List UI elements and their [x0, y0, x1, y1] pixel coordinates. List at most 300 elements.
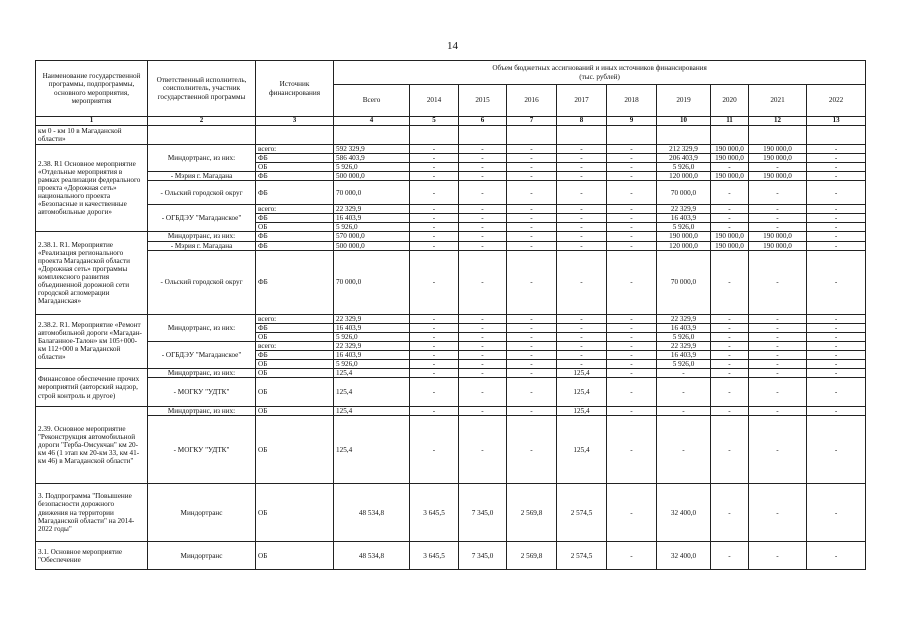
cell-value: -	[507, 232, 557, 241]
header-year: 2020	[711, 85, 749, 117]
cell-value: -	[607, 542, 657, 570]
cell-total: 125,4	[334, 368, 410, 377]
table-body	[36, 126, 866, 570]
header-year: 2016	[507, 85, 557, 117]
cell-total: 500 000,0	[334, 172, 410, 181]
cell-total: 5 926,0	[334, 163, 410, 172]
cell-value: -	[749, 341, 807, 350]
cell-value: -	[749, 378, 807, 407]
cell-total: 22 329,9	[334, 314, 410, 323]
table-row	[36, 368, 866, 377]
table-row	[36, 250, 866, 314]
row-source: всего:	[256, 314, 334, 323]
column-number: 8	[557, 117, 607, 126]
cell-value: -	[507, 205, 557, 214]
row-source: ОБ	[256, 484, 334, 542]
cell-value: -	[410, 154, 459, 163]
cell-value: -	[410, 323, 459, 332]
row-executor: - ОГБДЭУ "Магаданское"	[148, 341, 256, 368]
row-source: ФБ	[256, 323, 334, 332]
table-row	[36, 232, 866, 241]
cell-value: -	[557, 181, 607, 205]
cell-value: -	[807, 181, 866, 205]
cell-value: -	[807, 163, 866, 172]
table-row	[36, 484, 866, 542]
cell-value: -	[607, 416, 657, 484]
cell-value: -	[507, 163, 557, 172]
table-row	[36, 126, 866, 145]
header-year: 2017	[557, 85, 607, 117]
cell-value: -	[807, 314, 866, 323]
cell-value: -	[807, 145, 866, 154]
cell-value: -	[459, 172, 507, 181]
cell-value: -	[711, 542, 749, 570]
row-executor: Миндортранс	[148, 542, 256, 570]
cell-value: -	[507, 359, 557, 368]
cell-value: 16 403,9	[657, 350, 711, 359]
cell-value: 190 000,0	[711, 241, 749, 250]
cell-total: 586 403,9	[334, 154, 410, 163]
cell-value: 190 000,0	[657, 232, 711, 241]
cell-value: -	[807, 154, 866, 163]
cell-value: -	[749, 214, 807, 223]
cell-value: -	[459, 407, 507, 416]
row-executor: Миндортранс, из них:	[148, 145, 256, 172]
cell-value: -	[807, 350, 866, 359]
table-row	[36, 205, 866, 214]
cell-value: -	[410, 232, 459, 241]
cell-value: 32 400,0	[657, 542, 711, 570]
cell-value: -	[410, 416, 459, 484]
cell-value: -	[459, 163, 507, 172]
cell-value: -	[749, 223, 807, 232]
cell-value: -	[410, 368, 459, 377]
cell-total: 16 403,9	[334, 214, 410, 223]
cell-value: -	[607, 250, 657, 314]
cell-value: 22 329,9	[657, 314, 711, 323]
row-source: всего:	[256, 341, 334, 350]
row-source: ФБ	[256, 250, 334, 314]
cell-value: -	[459, 359, 507, 368]
cell-value: 2 574,5	[557, 542, 607, 570]
cell-total: 22 329,9	[334, 205, 410, 214]
cell-value: -	[711, 163, 749, 172]
cell-value: -	[459, 368, 507, 377]
cell-value: -	[807, 542, 866, 570]
cell-value: 5 926,0	[657, 332, 711, 341]
cell-value: -	[749, 250, 807, 314]
cell-value: 7 345,0	[459, 484, 507, 542]
cell-value: -	[557, 172, 607, 181]
cell-value: -	[557, 145, 607, 154]
cell-value: -	[410, 250, 459, 314]
cell-value: -	[749, 181, 807, 205]
table-row	[36, 542, 866, 570]
header-year: 2015	[459, 85, 507, 117]
cell-value: 3 645,5	[410, 542, 459, 570]
row-name: 2.38. R1 Основное мероприятие «Отдельные мероприятия в рамках реализации федерального проекта «Дорожная сеть» национального проекта «Безопасные и качественные автомобильные дороги»	[36, 145, 148, 232]
cell-total: 5 926,0	[334, 332, 410, 341]
cell-value: -	[807, 214, 866, 223]
cell-value: -	[459, 323, 507, 332]
row-name: 2.38.2. R1. Мероприятие «Ремонт автомобильной дороги «Магадан-Балаганное-Талон» км 105+000-км 112+000 в Магаданской области»	[36, 314, 148, 368]
cell-value: -	[749, 368, 807, 377]
cell-value: -	[607, 145, 657, 154]
cell-value: -	[459, 314, 507, 323]
cell-value: -	[711, 350, 749, 359]
cell-value: -	[557, 323, 607, 332]
cell-total: 48 534,8	[334, 484, 410, 542]
cell-total: 125,4	[334, 407, 410, 416]
cell-value: -	[507, 181, 557, 205]
cell-value: -	[711, 341, 749, 350]
cell-value: -	[507, 350, 557, 359]
row-source: ФБ	[256, 241, 334, 250]
cell-value: -	[749, 416, 807, 484]
cell-value: -	[807, 368, 866, 377]
header-volume-title: Объем бюджетных ассигнований и иных источников финансирования	[492, 64, 707, 73]
cell-value: -	[459, 223, 507, 232]
cell-value: -	[410, 172, 459, 181]
row-name: 2.38.1. R1. Мероприятие «Реализация регионального проекта Магаданской области «Дорожная сеть» программы комплексного развития объединенной дорожной сети городской агломерации Магаданская»	[36, 232, 148, 314]
cell-value: -	[507, 378, 557, 407]
row-executor: - Ольский городской округ	[148, 250, 256, 314]
cell-value: -	[557, 359, 607, 368]
cell-value: -	[507, 250, 557, 314]
cell-value: 190 000,0	[711, 145, 749, 154]
cell-value: -	[557, 232, 607, 241]
cell-value: 125,4	[557, 378, 607, 407]
cell-value: -	[711, 205, 749, 214]
row-name: 3. Подпрограмма "Повышение безопасности дорожного движения на территории Магаданской области" на 2014-2022 годы"	[36, 484, 148, 542]
cell-value: -	[607, 163, 657, 172]
column-number: 11	[711, 117, 749, 126]
header-source: Источник финансирования	[256, 61, 334, 117]
row-executor	[148, 126, 256, 145]
row-source: всего:	[256, 145, 334, 154]
cell-value: -	[607, 368, 657, 377]
cell-value: 125,4	[557, 416, 607, 484]
row-source: ОБ	[256, 359, 334, 368]
cell-value: -	[807, 223, 866, 232]
cell-value: 190 000,0	[749, 145, 807, 154]
column-number: 1	[36, 117, 148, 126]
header-name: Наименование государственной программы, подпрограммы, основного мероприятия, мероприятия	[36, 61, 148, 117]
cell-value: -	[507, 154, 557, 163]
cell-total: 70 000,0	[334, 250, 410, 314]
cell-value: -	[459, 205, 507, 214]
column-number: 10	[657, 117, 711, 126]
cell-value: -	[459, 341, 507, 350]
cell-value: 190 000,0	[749, 232, 807, 241]
row-source: ФБ	[256, 350, 334, 359]
cell-total: 500 000,0	[334, 241, 410, 250]
cell-value: 190 000,0	[711, 232, 749, 241]
row-source: ОБ	[256, 163, 334, 172]
header-year: 2022	[807, 85, 866, 117]
cell-value: -	[749, 323, 807, 332]
cell-value: -	[410, 223, 459, 232]
row-source	[256, 126, 334, 145]
cell-value: -	[507, 223, 557, 232]
cell-value: -	[607, 378, 657, 407]
cell-value: -	[557, 250, 607, 314]
cell-value: -	[711, 323, 749, 332]
cell-value: -	[607, 232, 657, 241]
cell-value: -	[410, 350, 459, 359]
cell-value: -	[459, 145, 507, 154]
cell-value: -	[807, 341, 866, 350]
cell-value: 120 000,0	[657, 241, 711, 250]
table-row	[36, 145, 866, 154]
cell-value: -	[557, 350, 607, 359]
cell-value: -	[459, 241, 507, 250]
cell-value: -	[607, 359, 657, 368]
cell-value: -	[749, 484, 807, 542]
cell-value: -	[507, 314, 557, 323]
header-year: 2018	[607, 85, 657, 117]
row-executor: - Ольский городской округ	[148, 181, 256, 205]
header-volume	[334, 61, 866, 85]
cell-value: 16 403,9	[657, 323, 711, 332]
cell-total: 570 000,0	[334, 232, 410, 241]
cell-value: -	[807, 205, 866, 214]
header-year: 2014	[410, 85, 459, 117]
cell-value: -	[459, 181, 507, 205]
cell-value: 212 329,9	[657, 145, 711, 154]
column-number: 4	[334, 117, 410, 126]
budget-table	[35, 60, 866, 570]
cell-value: -	[410, 314, 459, 323]
cell-value: -	[749, 163, 807, 172]
cell-value: -	[557, 341, 607, 350]
cell-value: -	[459, 214, 507, 223]
cell-total: 16 403,9	[334, 350, 410, 359]
row-executor: Миндортранс, из них:	[148, 232, 256, 241]
cell-value: -	[807, 407, 866, 416]
cell-value: -	[807, 378, 866, 407]
cell-value: -	[507, 416, 557, 484]
cell-value: -	[607, 214, 657, 223]
table-row	[36, 241, 866, 250]
cell-value: 70 000,0	[657, 181, 711, 205]
cell-value: -	[507, 241, 557, 250]
column-number: 6	[459, 117, 507, 126]
cell-value: 2 574,5	[557, 484, 607, 542]
cell-value: -	[507, 214, 557, 223]
row-source: ОБ	[256, 332, 334, 341]
cell-value: -	[607, 350, 657, 359]
cell-value: -	[711, 314, 749, 323]
cell-value: -	[507, 407, 557, 416]
cell-value: -	[410, 205, 459, 214]
cell-total: 48 534,8	[334, 542, 410, 570]
cell-total: 16 403,9	[334, 323, 410, 332]
cell-total: 70 000,0	[334, 181, 410, 205]
cell-value: -	[749, 407, 807, 416]
cell-value: 206 403,9	[657, 154, 711, 163]
header-year: 2021	[749, 85, 807, 117]
row-executor: Миндортранс, из них:	[148, 314, 256, 341]
column-number: 2	[148, 117, 256, 126]
cell-value: -	[507, 323, 557, 332]
row-executor: - МОГКУ "УДТК"	[148, 378, 256, 407]
cell-value: -	[607, 181, 657, 205]
cell-value: -	[807, 241, 866, 250]
cell-value: -	[711, 416, 749, 484]
cell-value: -	[607, 341, 657, 350]
cell-value: 2 569,8	[507, 542, 557, 570]
cell-value: -	[607, 223, 657, 232]
row-source: ФБ	[256, 172, 334, 181]
column-number: 12	[749, 117, 807, 126]
table-row	[36, 341, 866, 350]
column-number: 13	[807, 117, 866, 126]
row-name: 2.39. Основное мероприятие "Реконструкция автомобильной дороги "Герба-Омсукчан" км 20-км 46 (1 этап км 20-км 33, км 41-км 46) в Магаданской области"	[36, 407, 148, 484]
column-number: 7	[507, 117, 557, 126]
cell-value: -	[711, 378, 749, 407]
cell-value: -	[807, 332, 866, 341]
cell-value: -	[607, 323, 657, 332]
row-source: ФБ	[256, 214, 334, 223]
cell-value: -	[459, 378, 507, 407]
page-number: 14	[447, 40, 458, 52]
cell-value: -	[807, 232, 866, 241]
row-source: ФБ	[256, 181, 334, 205]
cell-value: -	[607, 154, 657, 163]
row-executor: Миндортранс	[148, 484, 256, 542]
cell-value: 7 345,0	[459, 542, 507, 570]
table-row	[36, 416, 866, 484]
cell-value: -	[410, 332, 459, 341]
cell-value: -	[459, 350, 507, 359]
cell-value: 125,4	[557, 368, 607, 377]
column-number: 5	[410, 117, 459, 126]
cell-value: -	[711, 484, 749, 542]
cell-value: 70 000,0	[657, 250, 711, 314]
cell-total: 5 926,0	[334, 359, 410, 368]
cell-total: 592 329,9	[334, 145, 410, 154]
cell-value: 120 000,0	[657, 172, 711, 181]
cell-value: -	[459, 416, 507, 484]
row-executor: - ОГБДЭУ "Магаданское"	[148, 205, 256, 232]
row-source: ОБ	[256, 416, 334, 484]
cell-value: 22 329,9	[657, 341, 711, 350]
cell-value: -	[410, 163, 459, 172]
cell-value: -	[557, 332, 607, 341]
row-source: ОБ	[256, 223, 334, 232]
table-row	[36, 181, 866, 205]
cell-value: -	[410, 378, 459, 407]
row-source: ОБ	[256, 542, 334, 570]
cell-value: -	[711, 214, 749, 223]
cell-value: -	[557, 154, 607, 163]
cell-value: -	[607, 241, 657, 250]
cell-value: 2 569,8	[507, 484, 557, 542]
cell-value: -	[607, 314, 657, 323]
cell-value: -	[459, 332, 507, 341]
cell-value: -	[807, 359, 866, 368]
cell-value: 190 000,0	[711, 172, 749, 181]
cell-value: -	[807, 484, 866, 542]
cell-value: -	[711, 359, 749, 368]
cell-value: -	[711, 250, 749, 314]
cell-value: 32 400,0	[657, 484, 711, 542]
cell-value: -	[607, 172, 657, 181]
cell-value: -	[507, 368, 557, 377]
cell-value: 5 926,0	[657, 163, 711, 172]
cell-value: -	[711, 332, 749, 341]
cell-value: -	[507, 172, 557, 181]
cell-value: -	[557, 241, 607, 250]
row-name: км 0 - км 10 в Магаданской области»	[36, 126, 148, 145]
cell-total: 125,4	[334, 378, 410, 407]
row-name: 3.1. Основное мероприятие "Обеспечение	[36, 542, 148, 570]
table-row	[36, 407, 866, 416]
cell-value: 5 926,0	[657, 359, 711, 368]
cell-value: 190 000,0	[749, 154, 807, 163]
cell-value: 190 000,0	[749, 172, 807, 181]
cell-value: -	[711, 368, 749, 377]
cell-total: 22 329,9	[334, 341, 410, 350]
row-source: ФБ	[256, 232, 334, 241]
row-executor: - МОГКУ "УДТК"	[148, 416, 256, 484]
header-volume-unit: (тыс. рублей)	[579, 72, 620, 81]
cell-value: 22 329,9	[657, 205, 711, 214]
cell-total: 125,4	[334, 416, 410, 484]
cell-value: -	[557, 223, 607, 232]
column-number: 9	[607, 117, 657, 126]
cell-value: -	[410, 145, 459, 154]
cell-value: -	[410, 181, 459, 205]
header-executor: Ответственный исполнитель, соисполнитель, участник государственной программы	[148, 61, 256, 117]
cell-value: 5 926,0	[657, 223, 711, 232]
cell-value: -	[657, 368, 711, 377]
cell-value: -	[607, 332, 657, 341]
cell-value: -	[711, 223, 749, 232]
cell-value: -	[807, 416, 866, 484]
cell-value: -	[410, 241, 459, 250]
cell-total: 5 926,0	[334, 223, 410, 232]
cell-value: -	[459, 154, 507, 163]
cell-value: 125,4	[557, 407, 607, 416]
cell-value: -	[657, 407, 711, 416]
cell-value: -	[657, 416, 711, 484]
cell-value: -	[749, 542, 807, 570]
cell-value: 190 000,0	[711, 154, 749, 163]
row-executor: - Мэрия г. Магадана	[148, 241, 256, 250]
cell-value: -	[749, 350, 807, 359]
cell-value: -	[557, 205, 607, 214]
cell-value: -	[749, 314, 807, 323]
cell-value: -	[507, 332, 557, 341]
cell-value: -	[807, 250, 866, 314]
cell-value: -	[749, 205, 807, 214]
cell-value: 3 645,5	[410, 484, 459, 542]
cell-value: -	[749, 359, 807, 368]
cell-value: -	[657, 378, 711, 407]
table-row	[36, 314, 866, 323]
cell-value: -	[557, 214, 607, 223]
cell-value: -	[807, 323, 866, 332]
cell-value: -	[557, 163, 607, 172]
cell-value: -	[607, 407, 657, 416]
cell-value: -	[410, 407, 459, 416]
cell-value: -	[507, 341, 557, 350]
cell-value: -	[711, 181, 749, 205]
cell-value: -	[607, 205, 657, 214]
cell-value: 16 403,9	[657, 214, 711, 223]
